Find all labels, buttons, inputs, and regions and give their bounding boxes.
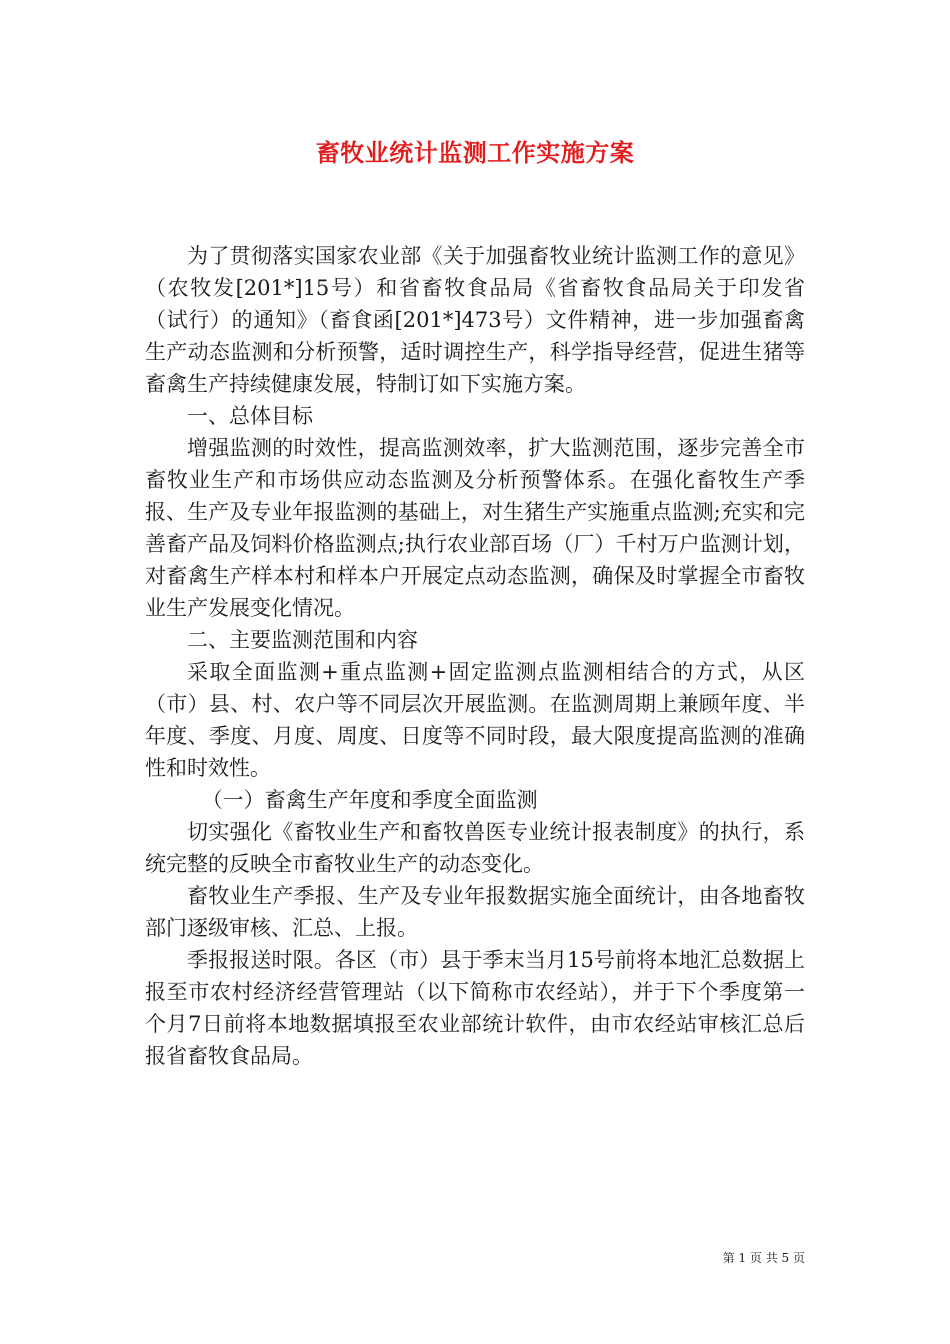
paragraph-intro: 为了贯彻落实国家农业部《关于加强畜牧业统计监测工作的意见》（农牧发[201*]15号）和省畜牧食品局《省畜牧食品局关于印发省（试行）的通知》（畜食函[201*]473号）文件精神，进一步加强畜禽生产动态监测和分析预警，适时调控生产，科学指导经营，促进生猪等畜禽生产持续健康发展，特制订如下实施方案。 — [145, 244, 805, 396]
document-body — [145, 240, 805, 1072]
section-heading-1: 一、总体目标 — [187, 404, 313, 428]
document-title: 畜牧业统计监测工作实施方案 — [315, 138, 635, 167]
paragraph-goals: 增强监测的时效性，提高监测效率，扩大监测范围，逐步完善全市畜牧业生产和市场供应动态监测及分析预警体系。在强化畜牧生产季报、生产及专业年报监测的基础上，对生猪生产实施重点监测;充实和完善畜产品及饲料价格监测点;执行农业部百场（厂）千村万户监测计划，对畜禽生产样本村和样本户开展定点动态监测，确保及时掌握全市畜牧业生产发展变化情况。 — [145, 436, 805, 620]
section-heading-2: 二、主要监测范围和内容 — [187, 628, 418, 652]
paragraph-scope: 采取全面监测+重点监测+固定监测点监测相结合的方式，从区（市）县、村、农户等不同层次开展监测。在监测周期上兼顾年度、半年度、季度、月度、周度、日度等不同时段，最大限度提高监测的准确性和时效性。 — [145, 660, 805, 780]
paragraph-reporting-system: 切实强化《畜牧业生产和畜牧兽医专业统计报表制度》的执行，系统完整的反映全市畜牧业生产的动态变化。 — [145, 820, 805, 876]
paragraph-deadline: 季报报送时限。各区（市）县于季末当月15号前将本地汇总数据上报至市农村经济经营管理站（以下简称市农经站），并于下个季度第一个月7日前将本地数据填报至农业部统计软件，由市农经站审核汇总后报省畜牧食品局。 — [145, 948, 805, 1068]
page-number: 第 1 页 共 5 页 — [722, 1251, 805, 1265]
subsection-heading-1: （一）畜禽生产年度和季度全面监测 — [201, 788, 538, 812]
paragraph-quarterly-stats: 畜牧业生产季报、生产及专业年报数据实施全面统计，由各地畜牧部门逐级审核、汇总、上报。 — [145, 884, 805, 940]
